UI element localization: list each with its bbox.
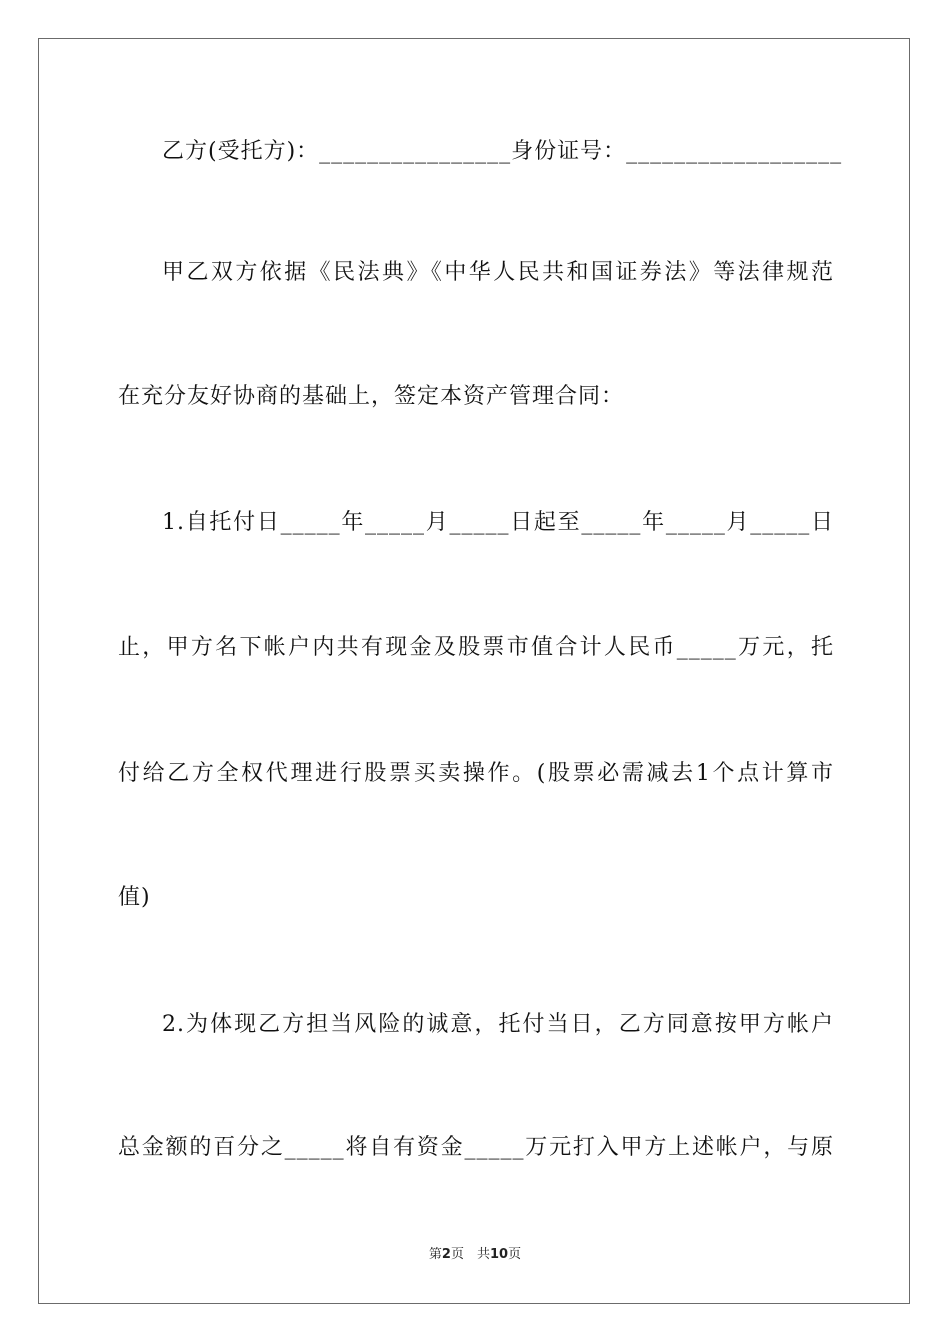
footer-suffix: 页 — [508, 1247, 522, 1262]
clause-1-line: 值) — [118, 885, 151, 910]
page-frame — [38, 38, 910, 1304]
clause-1-line: 1.自托付日_____年_____月_____日起至_____年_____月_____日 — [162, 510, 834, 535]
total-page-number: 10 — [489, 1247, 509, 1262]
party-b-line: 乙方(受托方)：________________身份证号：__________________ — [162, 139, 843, 164]
clause-2-line: 总金额的百分之_____将自有资金_____万元打入甲方上述帐户，与原 — [118, 1135, 834, 1160]
footer-prefix: 第 — [428, 1247, 442, 1262]
footer-mid: 页 共 — [450, 1247, 490, 1262]
clause-1-line: 止，甲方名下帐户内共有现金及股票市值合计人民币_____万元，托 — [118, 635, 834, 660]
clause-1-line: 付给乙方全权代理进行股票买卖操作。(股票必需减去1个点计算市 — [118, 761, 834, 786]
paragraph-line: 在充分友好协商的基础上，签定本资产管理合同： — [118, 384, 625, 409]
paragraph-line: 甲乙双方依据《民法典》《中华人民共和国证券法》等法律规范 — [162, 260, 834, 285]
clause-2-line: 2.为体现乙方担当风险的诚意，托付当日，乙方同意按甲方帐户 — [162, 1012, 834, 1037]
page-number-footer — [0, 1246, 950, 1264]
current-page-number: 2 — [441, 1247, 451, 1262]
